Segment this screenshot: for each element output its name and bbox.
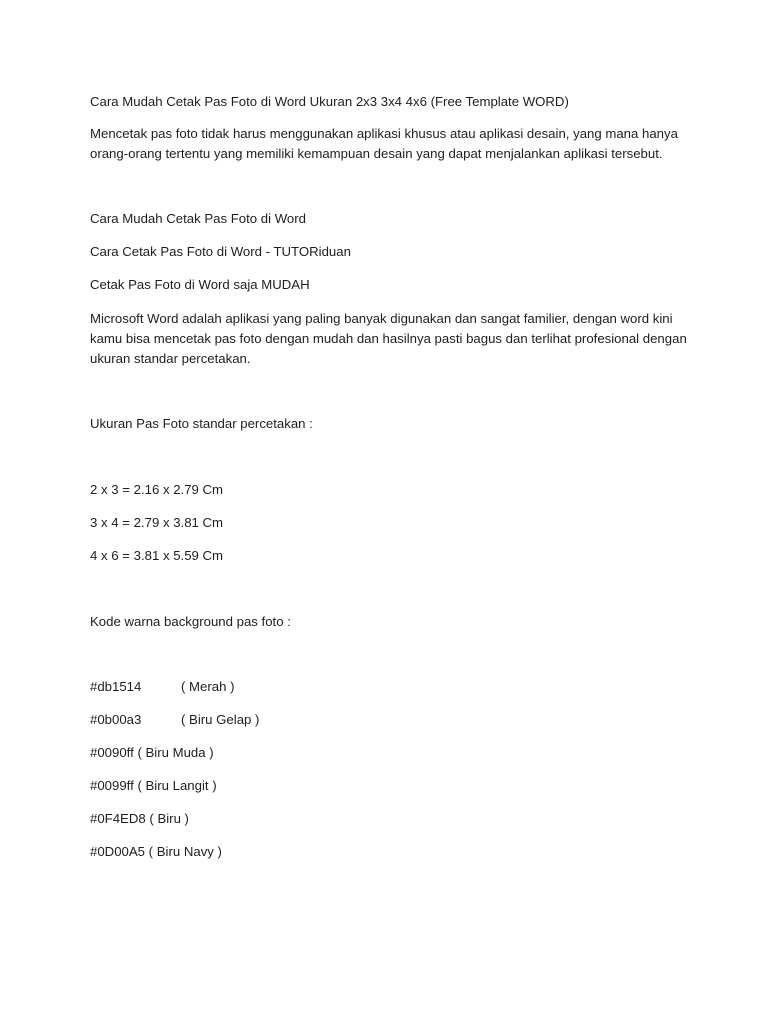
body-line: kamu bisa mencetak pas foto dengan mudah dan hasilnya pasti bagus dan terlihat profesional dengan [90,331,687,346]
color-code: #0F4ED8 [90,811,146,826]
heading-line: Cetak Pas Foto di Word saja MUDAH [90,277,310,292]
color-heading: Kode warna background pas foto : [90,614,291,629]
color-item [90,710,259,730]
size-item: 4 x 6 = 3.81 x 5.59 Cm [90,548,224,563]
color-item [90,842,222,862]
color-item [90,677,235,697]
heading-line: Cara Mudah Cetak Pas Foto di Word [90,211,306,226]
intro-line: Mencetak pas foto tidak harus menggunakan aplikasi khusus atau aplikasi desain, yang mana hanya [90,126,678,141]
color-label: ( Merah ) [181,679,235,694]
document-title: Cara Mudah Cetak Pas Foto di Word Ukuran 2x3 3x4 4x6 (Free Template WORD) [90,94,569,109]
body-line: ukuran standar percetakan. [90,351,251,366]
heading-line: Cara Cetak Pas Foto di Word - TUTORiduan [90,244,351,259]
color-code: #0099ff [90,778,134,793]
size-heading: Ukuran Pas Foto standar percetakan : [90,416,313,431]
intro-line: orang-orang tertentu yang memiliki kemampuan desain yang dapat menjalankan aplikasi tersebut. [90,146,663,161]
body-paragraph [90,309,690,369]
intro-paragraph [90,124,690,164]
color-label: ( Biru Muda ) [137,745,214,760]
color-item [90,743,214,763]
size-item: 2 x 3 = 2.16 x 2.79 Cm [90,482,224,497]
color-label: ( Biru Langit ) [137,778,217,793]
color-code: #0b00a3 [90,712,142,727]
color-code: #0090ff [90,745,134,760]
color-code: #0D00A5 [90,844,145,859]
color-code: #db1514 [90,679,142,694]
color-label: ( Biru ) [149,811,189,826]
size-item: 3 x 4 = 2.79 x 3.81 Cm [90,515,224,530]
body-line: Microsoft Word adalah aplikasi yang paling banyak digunakan dan sangat familier, dengan word kini [90,311,673,326]
color-label: ( Biru Navy ) [148,844,222,859]
color-item [90,776,217,796]
color-label: ( Biru Gelap ) [181,712,260,727]
color-item [90,809,189,829]
